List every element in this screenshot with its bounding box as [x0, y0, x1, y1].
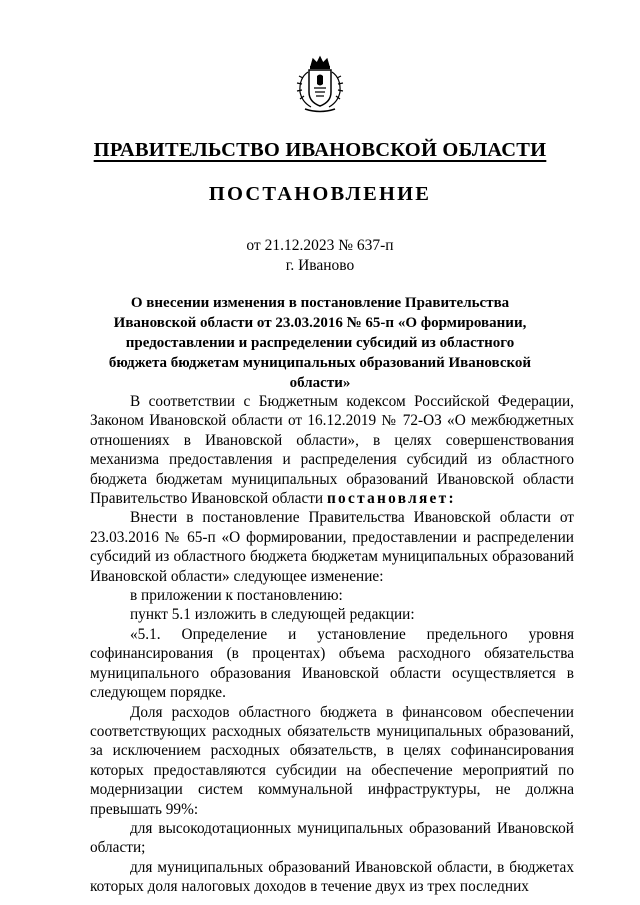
paragraph: пункт 5.1 изложить в следующей редакции:: [130, 606, 415, 624]
paragraph-text: В соответствии с Бюджетным кодексом Российской Федерации, Законом Ивановской области от 16.12.2019 № 72-ОЗ «О межбюджетных отношениях в Ивановской области», в целях совершенствования механизма предоставления и распределения субсидий из областного бюджета бюджетам муниципальных образований Ивановской области Правительство Ивановской области: [90, 393, 574, 508]
government-title: ПРАВИТЕЛЬСТВО ИВАНОВСКОЙ ОБЛАСТИ: [93, 139, 547, 161]
date-number: от 21.12.2023 № 637-п: [246, 237, 394, 254]
coat-of-arms-icon: [291, 54, 349, 116]
document-subject: О внесении изменения в постановление Правительства Ивановской области от 23.03.2016 № 65-п «О формировании, предоставлении и распределении субсидий из областного бюджета бюджетам муниципальных образований Ивановской области»: [108, 295, 532, 391]
resolution-verb: постановляет:: [326, 490, 456, 508]
document-body: [90, 392, 574, 897]
paragraph: для высокодотационных муниципальных образований Ивановской области;: [90, 819, 574, 857]
paragraph: для муниципальных образований Ивановской области, в бюджетах которых доля налоговых доходов в течение двух из трех последних: [90, 858, 574, 896]
paragraph: Внести в постановление Правительства Ивановской области от 23.03.2016 № 65-п «О формировании, предоставлении и распределении субсидий из областного бюджета бюджетам муниципальных образований Ивановской области» следующее изменение:: [90, 509, 574, 585]
paragraph: Доля расходов областного бюджета в финансовом обеспечении соответствующих расходных обязательств муниципальных образований, за исключением расходных обязательств, в целях софинансирования которых предоставляются субсидии на обеспечение мероприятий по модернизации систем коммунальной инфраструктуры, не должна превышать 99%:: [90, 703, 574, 818]
city: г. Иваново: [285, 257, 355, 274]
paragraph: «5.1. Определение и установление предельного уровня софинансирования (в процентах) объема расходного обязательства муниципального образования Ивановской области осуществляется в следующем порядке.: [90, 625, 574, 702]
paragraph: [90, 392, 574, 508]
document-type: ПОСТАНОВЛЕНИЕ: [208, 183, 432, 205]
paragraph: в приложении к постановлению:: [130, 587, 343, 605]
